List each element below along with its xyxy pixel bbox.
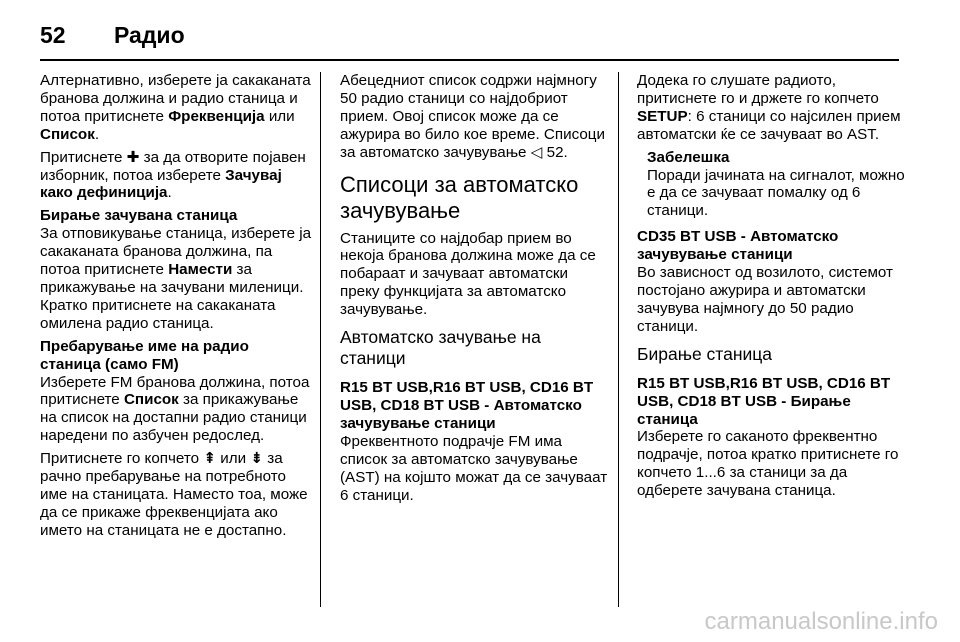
- note-block: [637, 149, 905, 221]
- column-3: [637, 72, 905, 505]
- paragraph-alternative: Алтернативно, изберете ја сакаканата бранова должина и радио станица и потоа притиснете Фреквенција или Список.: [40, 72, 311, 143]
- column-2: [340, 72, 608, 509]
- paragraph-select-station: Изберете го саканото фреквентно подрачје, потоа кратко притиснете го копчето 1...6 за станици за да одберете зачувана станица.: [637, 428, 899, 500]
- note-text: Поради јачината на сигналот, можно е да се зачуваат помалку од 6 станици.: [647, 166, 905, 220]
- paragraph-manual-search: Притиснете го копчето ⇞ или ⇟ за рачно пребарување на потребното име на станицата. Наместо тоа, може да се прикаже фреквенцијата ако името на станицата не е достапно.: [40, 450, 308, 539]
- heading-autostore-stations: Автоматско зачување на станици: [340, 327, 541, 369]
- save-as-favourite-label: Зачувај како дефиниција: [40, 166, 282, 202]
- paragraph-autostore-lists: Станиците со најдобар прием во некоја бранова должина може да се побараат и зачуваат автоматски преку функцијата за автоматско зачувување.: [340, 229, 596, 319]
- paragraph-fm-ast: Фреквентното подрачје FM има список за автоматско зачувување (AST) на којшто можат да се зачуваат 6 станици.: [340, 432, 608, 504]
- note-title: Забелешка: [647, 148, 730, 166]
- watermark: carmanualsonline.info: [704, 608, 938, 635]
- seek-up-icon: ⇞: [203, 450, 217, 468]
- section-title: Радио: [114, 22, 185, 48]
- heading-search-station-name: Пребарување име на радио станица (само FM): [40, 337, 249, 373]
- heading-autostore-lists: Списоци за автоматско зачувување: [340, 171, 579, 223]
- frequency-label: Фреквенција: [168, 107, 265, 125]
- reference-arrow-icon: ◁: [530, 143, 543, 161]
- heading-cd35-autostore: CD35 BT USB - Автоматско зачувување станици: [637, 228, 839, 264]
- page-header: [40, 14, 920, 58]
- heading-models-select: R15 BT USB,R16 BT USB, CD16 BT USB, CD18 BT USB - Бирање станица: [637, 374, 891, 428]
- heading-select-saved-station: Бирање зачувана станица: [40, 207, 238, 225]
- heading-select-station: Бирање станица: [637, 343, 773, 364]
- paragraph-setup: Додека го слушате радиото, притиснете го и држете го копчето SETUP: 6 станици со најсилен прием автоматски ќе се зачуваат во AST.: [637, 72, 901, 143]
- column-divider-1: [320, 72, 321, 607]
- paragraph-alphabetical-list: Абецедниот список содржи најмногу 50 радио станици со најдобриот прием. Овој список може да се ажурира во било кое време. Списоци за автоматско зачувување ◁ 52.: [340, 72, 605, 161]
- paragraph-select-saved: За отповикување станица, изберете ја сакаканата бранова должина, па потоа притиснете Намести за прикажување на зачувани миленици. Кратко притиснете на сакаканата омилена радио станица.: [40, 225, 312, 332]
- settings-label: Намести: [168, 261, 233, 279]
- paragraph-cd35: Во зависност од возилото, системот постојано ажурира и автоматски зачувува најмногу до 50 радио станици.: [637, 264, 893, 335]
- plus-icon: ✚: [126, 148, 140, 166]
- seek-down-icon: ⇟: [250, 450, 264, 468]
- column-1: [40, 72, 312, 545]
- list-label-2: Список: [123, 391, 179, 409]
- list-label: Список: [40, 125, 95, 143]
- page-number: 52: [40, 22, 66, 48]
- setup-label: SETUP: [637, 107, 688, 125]
- column-divider-2: [618, 72, 619, 607]
- paragraph-search-name: Изберете FM бранова должина, потоа притиснете Список за прикажување на список на достапни радио станици наредени по азбучен редослед.: [40, 373, 310, 445]
- header-rule: [40, 59, 899, 61]
- paragraph-save-favourite: Притиснете ✚ за да отворите појавен изборник, потоа изберете Зачувај како дефиниција.: [40, 148, 306, 202]
- heading-models-autostore: R15 BT USB,R16 BT USB, CD16 BT USB, CD18 BT USB - Автоматско зачувување станици: [340, 379, 594, 432]
